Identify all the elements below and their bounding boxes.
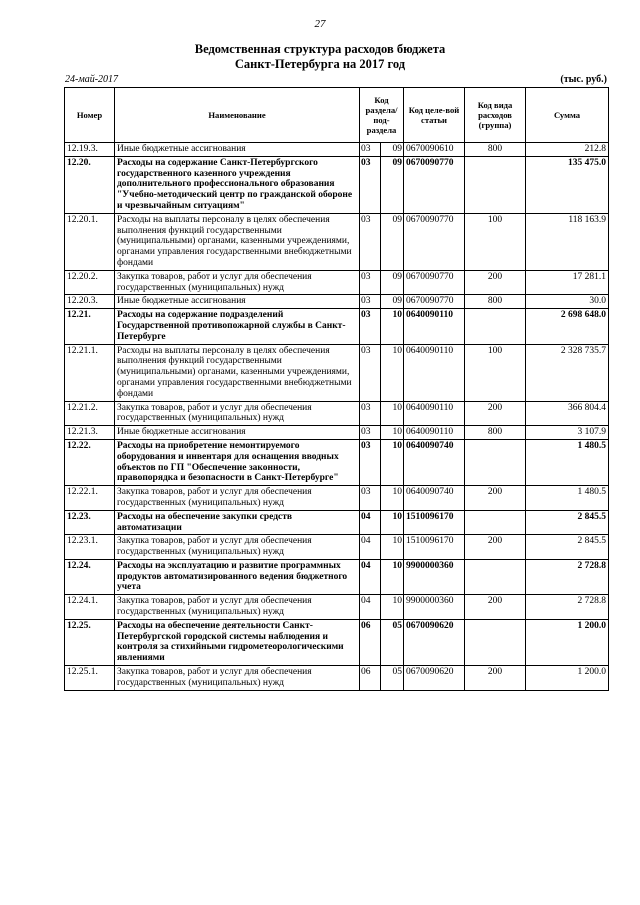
table-row	[65, 535, 609, 560]
cell-article: 0670090770	[404, 270, 465, 295]
cell-name: Расходы на содержание Санкт-Петербургского государственного казенного учреждения дополнительного профессионального образования "Учебно-методический центр по гражданской обороне и чрезвычайным ситуациям"	[115, 156, 360, 213]
header-type: Код вида расходов (группа)	[465, 88, 526, 143]
cell-vid: 100	[465, 213, 526, 270]
table-row	[65, 595, 609, 620]
cell-article: 0670090770	[404, 156, 465, 213]
cell-name: Закупка товаров, работ и услуг для обеспечения государственных (муниципальных) нужд	[115, 595, 360, 620]
cell-name: Иные бюджетные ассигнования	[115, 295, 360, 309]
cell-podrazdel: 10	[381, 344, 404, 401]
cell-name: Закупка товаров, работ и услуг для обеспечения государственных (муниципальных) нужд	[115, 486, 360, 511]
cell-article: 1510096170	[404, 510, 465, 535]
table-row	[65, 559, 609, 594]
cell-sum: 2 728.8	[526, 559, 609, 594]
cell-vid	[465, 439, 526, 485]
cell-razdel: 03	[360, 295, 381, 309]
cell-vid	[465, 156, 526, 213]
cell-razdel: 06	[360, 619, 381, 665]
cell-sum: 2 845.5	[526, 510, 609, 535]
cell-name: Закупка товаров, работ и услуг для обеспечения государственных (муниципальных) нужд	[115, 535, 360, 560]
cell-sum: 2 328 735.7	[526, 344, 609, 401]
cell-podrazdel: 05	[381, 619, 404, 665]
cell-sum: 118 163.9	[526, 213, 609, 270]
cell-podrazdel: 09	[381, 270, 404, 295]
cell-name: Расходы на приобретение немонтируемого оборудования и инвентаря для оснащения вводных объектов по ГП "Обеспечение законности, правопорядка и безопасности в Санкт-Петербурге"	[115, 439, 360, 485]
cell-number: 12.24.	[65, 559, 115, 594]
cell-sum: 2 728.8	[526, 595, 609, 620]
cell-article: 9900000360	[404, 595, 465, 620]
header-name: Наименование	[115, 88, 360, 143]
cell-vid: 200	[465, 486, 526, 511]
cell-vid: 200	[465, 401, 526, 426]
table-row	[65, 486, 609, 511]
cell-sum: 1 200.0	[526, 619, 609, 665]
table-row	[65, 270, 609, 295]
cell-razdel: 04	[360, 535, 381, 560]
table-row	[65, 439, 609, 485]
units-label: (тыс. руб.)	[560, 74, 607, 85]
cell-razdel: 03	[360, 270, 381, 295]
cell-podrazdel: 10	[381, 510, 404, 535]
cell-article: 0640090110	[404, 309, 465, 344]
cell-vid: 200	[465, 666, 526, 691]
cell-number: 12.20.3.	[65, 295, 115, 309]
cell-article: 0670090770	[404, 213, 465, 270]
cell-article: 0640090110	[404, 426, 465, 440]
cell-sum: 1 480.5	[526, 439, 609, 485]
table-row	[65, 295, 609, 309]
table-row	[65, 156, 609, 213]
cell-razdel: 03	[360, 344, 381, 401]
header-number: Номер	[65, 88, 115, 143]
cell-sum: 3 107.9	[526, 426, 609, 440]
table-row	[65, 309, 609, 344]
table-row	[65, 619, 609, 665]
cell-podrazdel: 10	[381, 535, 404, 560]
cell-razdel: 04	[360, 559, 381, 594]
cell-name: Иные бюджетные ассигнования	[115, 426, 360, 440]
cell-podrazdel: 10	[381, 486, 404, 511]
document-title	[0, 42, 640, 72]
cell-podrazdel: 10	[381, 595, 404, 620]
header-sum: Сумма	[526, 88, 609, 143]
cell-vid: 200	[465, 270, 526, 295]
cell-number: 12.21.	[65, 309, 115, 344]
cell-sum: 1 480.5	[526, 486, 609, 511]
cell-number: 12.19.3.	[65, 143, 115, 157]
cell-name: Расходы на выплаты персоналу в целях обеспечения выполнения функций государственными (муниципальными) органами, казенными учреждениями, органами управления государственными внебюджетными фондами	[115, 213, 360, 270]
cell-podrazdel: 10	[381, 309, 404, 344]
cell-vid: 800	[465, 426, 526, 440]
cell-podrazdel: 10	[381, 426, 404, 440]
table-header-row	[65, 88, 609, 143]
table-row	[65, 143, 609, 157]
page-number: 27	[314, 18, 326, 30]
cell-article: 0640090740	[404, 439, 465, 485]
cell-name: Расходы на содержание подразделений Государственной противопожарной службы в Санкт-Петербурге	[115, 309, 360, 344]
cell-razdel: 03	[360, 143, 381, 157]
cell-vid: 800	[465, 143, 526, 157]
cell-name: Закупка товаров, работ и услуг для обеспечения государственных (муниципальных) нужд	[115, 666, 360, 691]
cell-podrazdel: 10	[381, 559, 404, 594]
cell-razdel: 03	[360, 401, 381, 426]
cell-number: 12.24.1.	[65, 595, 115, 620]
cell-razdel: 03	[360, 486, 381, 511]
cell-sum: 17 281.1	[526, 270, 609, 295]
cell-vid	[465, 619, 526, 665]
cell-vid: 100	[465, 344, 526, 401]
header-section: Код раздела/ под-раздела	[360, 88, 404, 143]
cell-number: 12.23.	[65, 510, 115, 535]
cell-podrazdel: 09	[381, 143, 404, 157]
cell-article: 9900000360	[404, 559, 465, 594]
table-row	[65, 213, 609, 270]
cell-vid: 200	[465, 535, 526, 560]
cell-razdel: 03	[360, 426, 381, 440]
title-line-2: Санкт-Петербурга на 2017 год	[234, 57, 406, 71]
table-row	[65, 401, 609, 426]
table-row	[65, 344, 609, 401]
cell-sum: 366 804.4	[526, 401, 609, 426]
cell-razdel: 03	[360, 213, 381, 270]
table-row	[65, 666, 609, 691]
cell-number: 12.20.	[65, 156, 115, 213]
cell-article: 0670090610	[404, 143, 465, 157]
cell-vid	[465, 309, 526, 344]
table-row	[65, 426, 609, 440]
cell-number: 12.25.	[65, 619, 115, 665]
cell-number: 12.22.1.	[65, 486, 115, 511]
cell-article: 0640090110	[404, 401, 465, 426]
cell-number: 12.23.1.	[65, 535, 115, 560]
cell-name: Расходы на эксплуатацию и развитие программных продуктов автоматизированного ведения бюджетного учета	[115, 559, 360, 594]
cell-article: 0670090620	[404, 666, 465, 691]
cell-name: Закупка товаров, работ и услуг для обеспечения государственных (муниципальных) нужд	[115, 270, 360, 295]
cell-sum: 212.8	[526, 143, 609, 157]
cell-article: 0640090110	[404, 344, 465, 401]
table-row	[65, 510, 609, 535]
cell-name: Иные бюджетные ассигнования	[115, 143, 360, 157]
cell-article: 0670090770	[404, 295, 465, 309]
cell-vid: 200	[465, 595, 526, 620]
cell-podrazdel: 10	[381, 439, 404, 485]
cell-article: 0670090620	[404, 619, 465, 665]
cell-podrazdel: 05	[381, 666, 404, 691]
table-body	[65, 143, 609, 691]
cell-article: 1510096170	[404, 535, 465, 560]
cell-name: Закупка товаров, работ и услуг для обеспечения государственных (муниципальных) нужд	[115, 401, 360, 426]
cell-name: Расходы на обеспечение деятельности Санкт-Петербургской городской системы наблюдения и контроля за стихийными гидрометеорологическими явлениями	[115, 619, 360, 665]
cell-article: 0640090740	[404, 486, 465, 511]
cell-razdel: 03	[360, 439, 381, 485]
cell-podrazdel: 10	[381, 401, 404, 426]
cell-number: 12.22.	[65, 439, 115, 485]
document-date: 24-май-2017	[65, 74, 119, 85]
cell-razdel: 04	[360, 510, 381, 535]
cell-razdel: 03	[360, 309, 381, 344]
cell-vid	[465, 559, 526, 594]
cell-sum: 135 475.0	[526, 156, 609, 213]
cell-number: 12.20.2.	[65, 270, 115, 295]
cell-vid	[465, 510, 526, 535]
cell-number: 12.21.3.	[65, 426, 115, 440]
cell-number: 12.21.1.	[65, 344, 115, 401]
date-units-row	[65, 74, 607, 85]
cell-vid: 800	[465, 295, 526, 309]
cell-name: Расходы на обеспечение закупки средств автоматизации	[115, 510, 360, 535]
header-item: Код целе-вой статьи	[404, 88, 465, 143]
cell-number: 12.21.2.	[65, 401, 115, 426]
cell-razdel: 06	[360, 666, 381, 691]
cell-podrazdel: 09	[381, 156, 404, 213]
cell-number: 12.25.1.	[65, 666, 115, 691]
title-line-1: Ведомственная структура расходов бюджета	[194, 42, 446, 56]
cell-razdel: 03	[360, 156, 381, 213]
cell-podrazdel: 09	[381, 213, 404, 270]
cell-number: 12.20.1.	[65, 213, 115, 270]
cell-name: Расходы на выплаты персоналу в целях обеспечения выполнения функций государственными (муниципальными) органами, казенными учреждениями, органами управления государственными внебюджетными фондами	[115, 344, 360, 401]
cell-sum: 1 200.0	[526, 666, 609, 691]
cell-sum: 2 698 648.0	[526, 309, 609, 344]
cell-razdel: 04	[360, 595, 381, 620]
cell-sum: 2 845.5	[526, 535, 609, 560]
cell-podrazdel: 09	[381, 295, 404, 309]
cell-sum: 30.0	[526, 295, 609, 309]
budget-table	[64, 87, 609, 691]
